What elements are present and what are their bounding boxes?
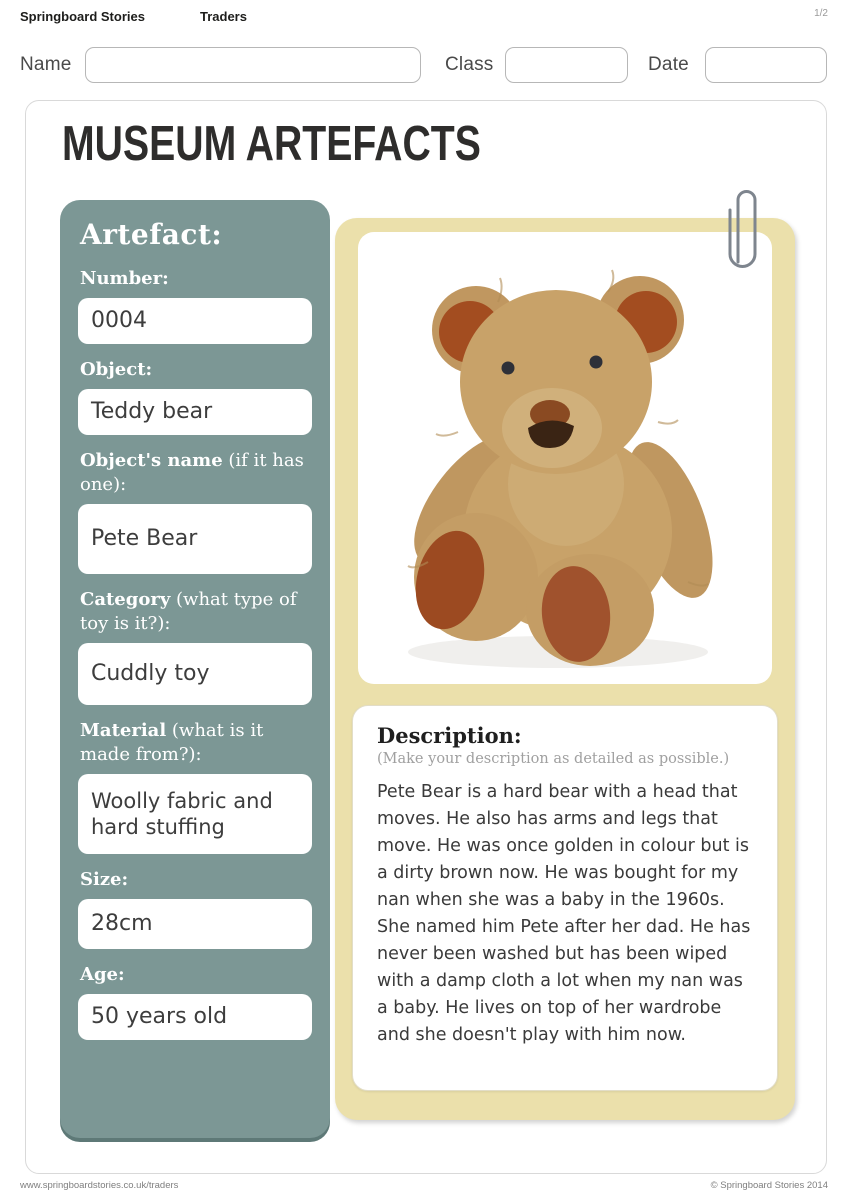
date-label: Date: [648, 54, 689, 75]
field-value-objects-name[interactable]: Pete Bear: [78, 504, 312, 574]
field-label-category: Category (what type of toy is it?):: [80, 589, 297, 634]
footer-url: www.springboardstories.co.uk/traders: [20, 1180, 179, 1191]
description-hint: (Make your description as detailed as possible.): [377, 751, 730, 767]
field-label-material: Material (what is it made from?):: [80, 720, 264, 765]
name-input[interactable]: [85, 47, 421, 83]
field-label-object: Object:: [80, 359, 153, 380]
footer-copyright: © Springboard Stories 2014: [710, 1180, 828, 1191]
artefact-photo: [358, 232, 772, 684]
record-panel: [335, 218, 795, 1120]
brand-title: Springboard Stories: [20, 9, 145, 24]
date-input[interactable]: [705, 47, 827, 83]
description-card: [352, 705, 778, 1091]
page-title: MUSEUM ARTEFACTS: [62, 117, 481, 171]
field-value-object[interactable]: Teddy bear: [78, 389, 312, 435]
paperclip-icon: [727, 184, 763, 276]
class-label: Class: [445, 54, 494, 75]
topic-title: Traders: [200, 9, 247, 24]
teddy-bear-image: [358, 232, 772, 684]
field-value-size[interactable]: 28cm: [78, 899, 312, 949]
page-indicator: 1/2: [814, 8, 828, 19]
class-input[interactable]: [505, 47, 628, 83]
field-value-number[interactable]: 0004: [78, 298, 312, 344]
artefact-panel: [60, 200, 330, 1138]
field-value-category[interactable]: Cuddly toy: [78, 643, 312, 705]
name-label: Name: [20, 54, 72, 75]
field-label-number: Number:: [80, 268, 169, 289]
description-body[interactable]: Pete Bear is a hard bear with a head that moves. He also has arms and legs that move. He was once golden in colour but is a dirty brown now. He was bought for my nan when she was a baby in the 1960s. She named him Pete after her dad. He has never been washed but has been wiped with a damp cloth a lot when my nan was a baby. He lives on top of her wardrobe and she doesn't play with him now.: [377, 782, 751, 1045]
field-label-size: Size:: [80, 869, 129, 890]
field-value-material[interactable]: Woolly fabric and hard stuffing: [78, 774, 312, 854]
field-label-age: Age:: [80, 964, 125, 985]
description-heading: Description:: [377, 723, 522, 748]
field-label-objects-name: Object's name (if it has one):: [80, 450, 304, 495]
field-value-age[interactable]: 50 years old: [78, 994, 312, 1040]
artefact-heading: Artefact:: [80, 218, 223, 251]
